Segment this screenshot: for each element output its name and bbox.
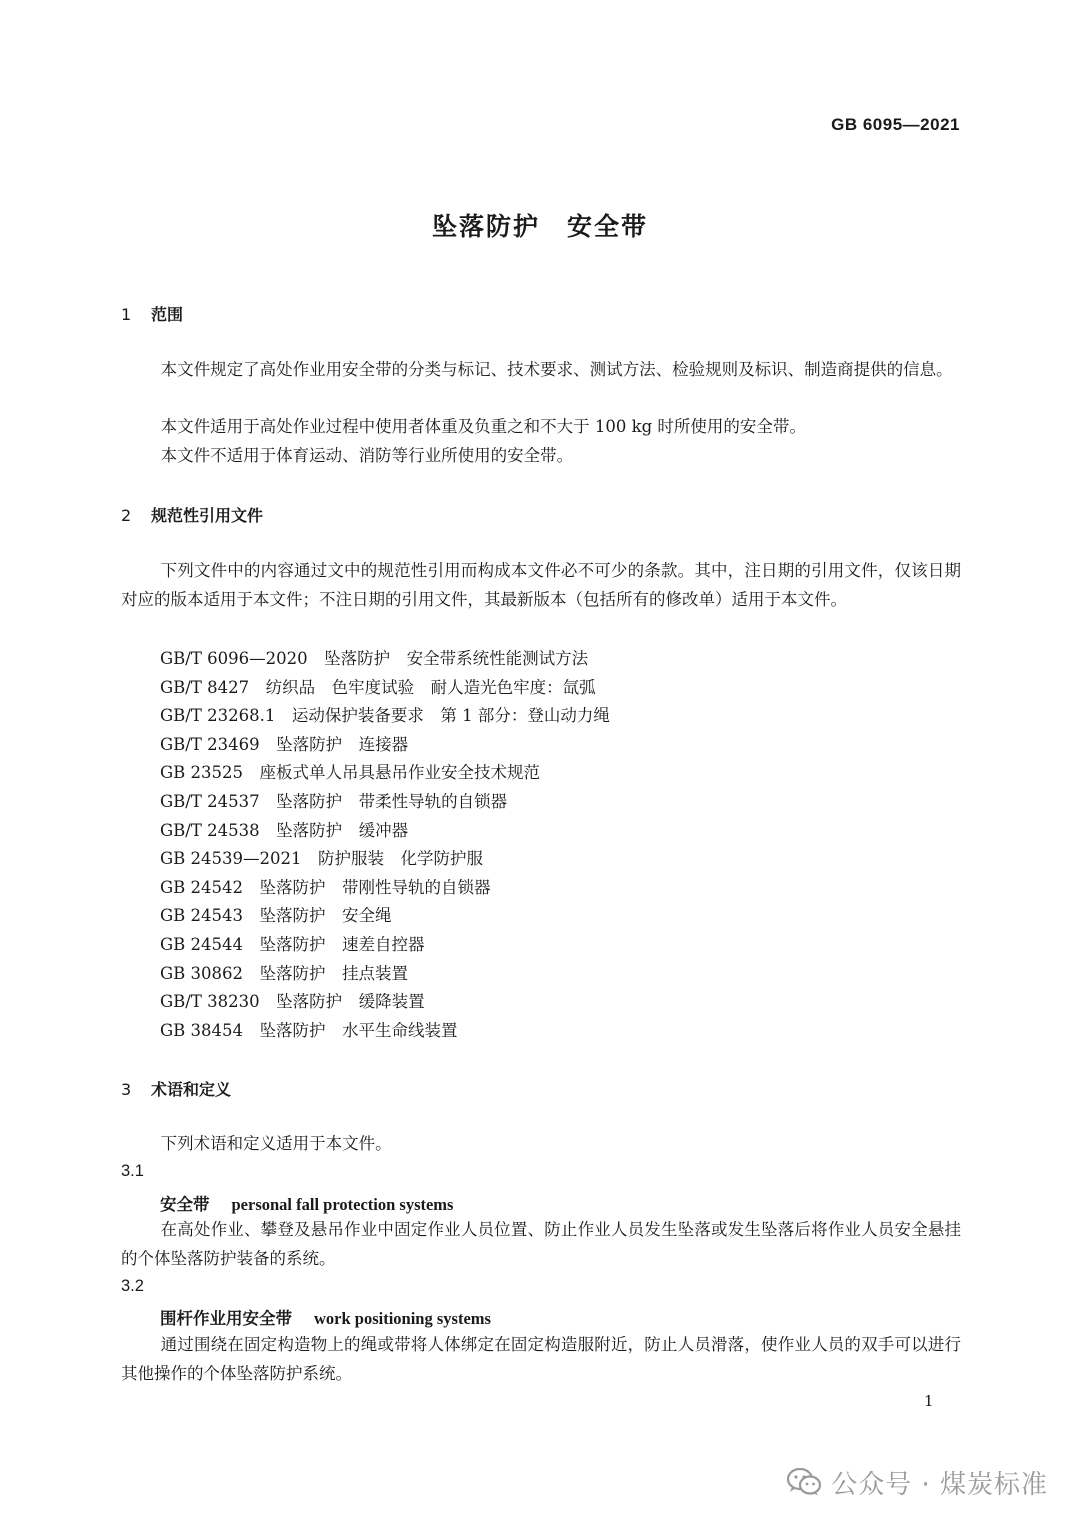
section-1-paragraph-1: 本文件规定了高处作业用安全带的分类与标记、技术要求、测试方法、检验规则及标识、制造商提供的信息。 bbox=[160, 360, 953, 379]
section-1-paragraph-2: 本文件适用于高处作业过程中使用者体重及负重之和不大于 100 kg 时所使用的安全带。 bbox=[160, 417, 806, 436]
reference-item: GB 24539—2021 防护服装 化学防护服 bbox=[160, 849, 484, 869]
section-2-intro: 下列文件中的内容通过文中的规范性引用而构成本文件必不可少的条款。其中，注日期的引用文件，仅该日期对应的版本适用于本文件；不注日期的引用文件，其最新版本（包括所有的修改单）适用于本文件。 bbox=[121, 561, 961, 609]
reference-item: GB 30862 坠落防护 挂点装置 bbox=[160, 963, 409, 983]
term-number: 3.2 bbox=[121, 1277, 144, 1295]
section-1-paragraph-3: 本文件不适用于体育运动、消防等行业所使用的安全带。 bbox=[160, 446, 574, 465]
section-2-title: 规范性引用文件 bbox=[151, 506, 264, 525]
term-name-en: personal fall protection systems bbox=[231, 1195, 454, 1214]
term-number: 3.1 bbox=[121, 1162, 144, 1180]
section-3-title: 术语和定义 bbox=[151, 1080, 232, 1099]
section-3-intro: 下列术语和定义适用于本文件。 bbox=[160, 1134, 392, 1153]
watermark-text: 公众号 · 煤炭标准 bbox=[831, 1469, 1048, 1500]
term-heading bbox=[160, 1305, 491, 1329]
reference-item: GB/T 24537 坠落防护 带柔性导轨的自锁器 bbox=[160, 791, 508, 811]
term-definition: 在高处作业、攀登及悬吊作业中固定作业人员位置、防止作业人员发生坠落或发生坠落后将作业人员安全悬挂的个体坠落防护装备的系统。 bbox=[121, 1220, 961, 1268]
section-2-number: 2 bbox=[121, 506, 132, 525]
reference-item: GB/T 23469 坠落防护 连接器 bbox=[160, 734, 409, 754]
reference-item: GB 24544 坠落防护 速差自控器 bbox=[160, 934, 425, 954]
section-3-heading bbox=[121, 1077, 231, 1100]
reference-item: GB/T 23268.1 运动保护装备要求 第 1 部分：登山动力绳 bbox=[160, 706, 610, 726]
term-heading bbox=[160, 1191, 453, 1215]
term-name-zh: 围杆作业用安全带 bbox=[160, 1309, 292, 1328]
term-name-zh: 安全带 bbox=[160, 1195, 210, 1214]
reference-item: GB 23525 座板式单人吊具悬吊作业安全技术规范 bbox=[160, 763, 541, 783]
term-definition: 通过围绕在固定构造物上的绳或带将人体绑定在固定构造服附近，防止人员滑落，使作业人员的双手可以进行其他操作的个体坠落防护系统。 bbox=[121, 1335, 961, 1383]
section-1-title: 范围 bbox=[151, 305, 184, 324]
normative-reference-list bbox=[160, 645, 610, 1045]
wechat-icon bbox=[787, 1468, 821, 1496]
reference-item: GB/T 24538 坠落防护 缓冲器 bbox=[160, 820, 409, 840]
watermark bbox=[787, 1462, 1048, 1502]
reference-item: GB/T 6096—2020 坠落防护 安全带系统性能测试方法 bbox=[160, 649, 589, 668]
document-number: GB 6095—2021 bbox=[831, 115, 960, 134]
reference-item: GB 38454 坠落防护 水平生命线装置 bbox=[160, 1020, 458, 1040]
reference-item: GB 24543 坠落防护 安全绳 bbox=[160, 906, 392, 926]
reference-item: GB 24542 坠落防护 带刚性导轨的自锁器 bbox=[160, 877, 491, 897]
reference-item: GB/T 8427 纺织品 色牢度试验 耐人造光色牢度：氙弧 bbox=[160, 677, 596, 697]
reference-item: GB/T 38230 坠落防护 缓降装置 bbox=[160, 992, 425, 1012]
section-1-heading bbox=[121, 302, 183, 325]
section-3-number: 3 bbox=[121, 1080, 132, 1099]
page-number: 1 bbox=[924, 1392, 934, 1410]
document-title: 坠落防护 安全带 bbox=[431, 212, 648, 241]
section-1-number: 1 bbox=[121, 305, 132, 324]
term-name-en: work positioning systems bbox=[314, 1309, 491, 1328]
section-2-heading bbox=[121, 503, 263, 526]
